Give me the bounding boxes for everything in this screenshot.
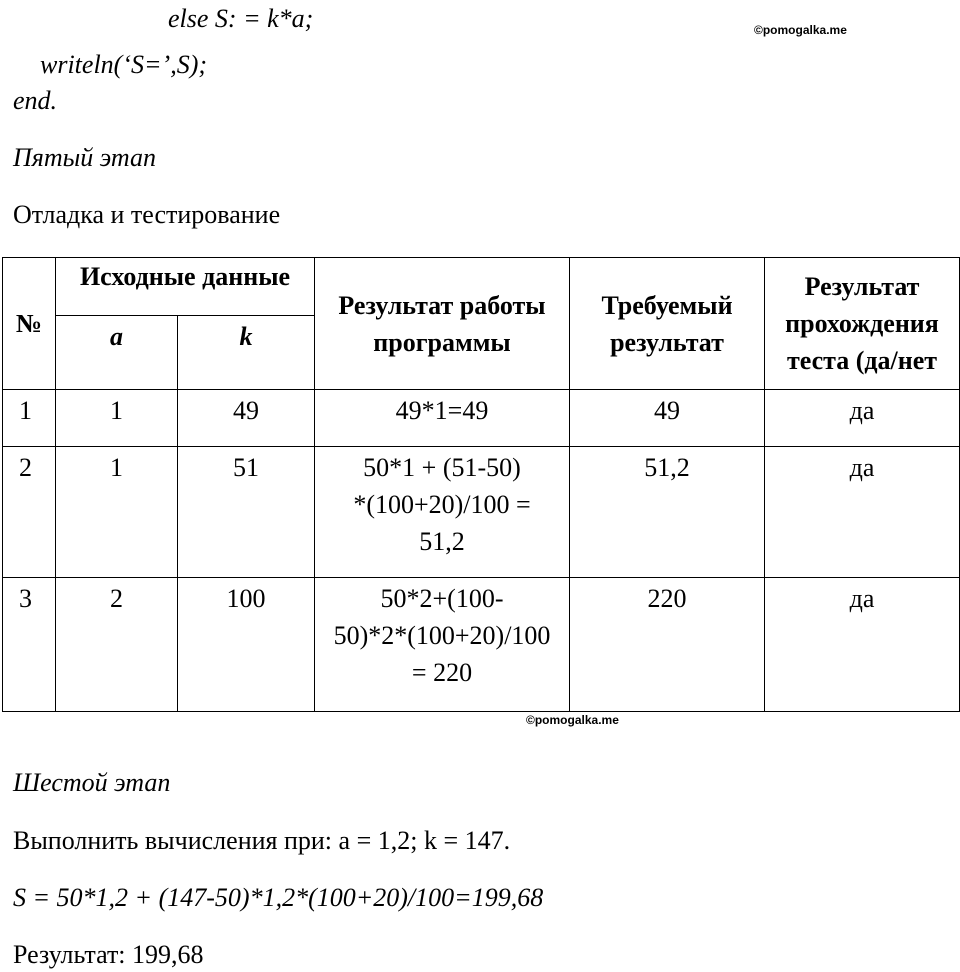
header-input-data: Исходные данные [56, 258, 315, 316]
stage5-title: Пятый этап [13, 143, 156, 172]
stage6-formula: S = 50*1,2 + (147-50)*1,2*(100+20)/100=199,68 [13, 883, 544, 912]
cell-number: 2 [3, 447, 56, 578]
cell-passed: да [765, 390, 960, 447]
cell-number: 1 [3, 390, 56, 447]
cell-k: 100 [178, 578, 315, 712]
program-result-line: 50)*2*(100+20)/100 [333, 621, 551, 650]
cell-expected: 51,2 [570, 447, 765, 578]
cell-a: 1 [56, 390, 178, 447]
stage5-subtitle: Отладка и тестирование [13, 200, 281, 229]
program-result-line: = 220 [411, 658, 473, 687]
cell-expected: 49 [570, 390, 765, 447]
code-line-end: end. [13, 86, 58, 115]
header-number: № [3, 258, 56, 390]
cell-k: 51 [178, 447, 315, 578]
header-test-passed: Результат прохождения теста (да/нет [765, 258, 960, 390]
table-row [3, 390, 960, 447]
cell-a: 1 [56, 447, 178, 578]
header-expected-result: Требуемый результат [570, 258, 765, 390]
header-k: k [178, 316, 315, 390]
program-result-line: *(100+20)/100 = [353, 490, 531, 519]
test-results-table [2, 257, 960, 712]
code-line-writeln: writeln(‘S=’,S); [40, 50, 208, 79]
stage6-result: Результат: 199,68 [13, 940, 204, 969]
cell-passed: да [765, 578, 960, 712]
watermark-top: ©pomogalka.me [754, 23, 847, 37]
cell-program-result [315, 578, 570, 712]
program-result-line: 50*2+(100- [380, 584, 504, 613]
program-result-line: 49*1=49 [395, 396, 489, 425]
program-result-line: 51,2 [419, 527, 465, 556]
stage6-task: Выполнить вычисления при: a = 1,2; k = 147. [13, 826, 511, 855]
watermark-middle: ©pomogalka.me [526, 713, 619, 727]
header-program-result: Результат работы программы [315, 258, 570, 390]
cell-number: 3 [3, 578, 56, 712]
header-a: a [56, 316, 178, 390]
cell-expected: 220 [570, 578, 765, 712]
program-result-line: 50*1 + (51-50) [363, 453, 521, 482]
table-row [3, 447, 960, 578]
cell-passed: да [765, 447, 960, 578]
table-row [3, 578, 960, 712]
stage6-title: Шестой этап [13, 768, 171, 797]
cell-program-result [315, 390, 570, 447]
code-line-else: else S: = k*a; [168, 4, 314, 33]
cell-k: 49 [178, 390, 315, 447]
cell-program-result [315, 447, 570, 578]
cell-a: 2 [56, 578, 178, 712]
